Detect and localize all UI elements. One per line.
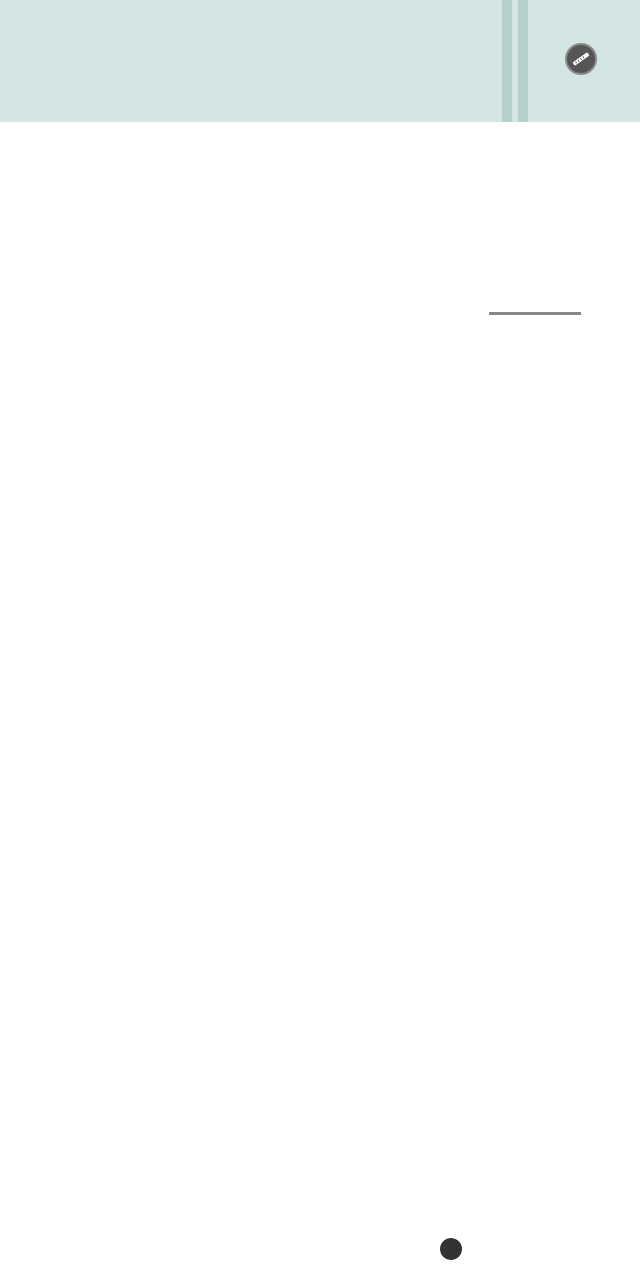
header-stripe [502,0,512,122]
footer-credit [440,1236,640,1262]
guitar-icon [440,1238,462,1260]
chord-diagrams [0,372,640,452]
guitar-icon [565,43,597,75]
arranger [74,296,78,317]
site-header [0,0,640,122]
capo-label [490,313,580,314]
key-info-box [489,312,581,315]
header-stripe [518,0,528,122]
